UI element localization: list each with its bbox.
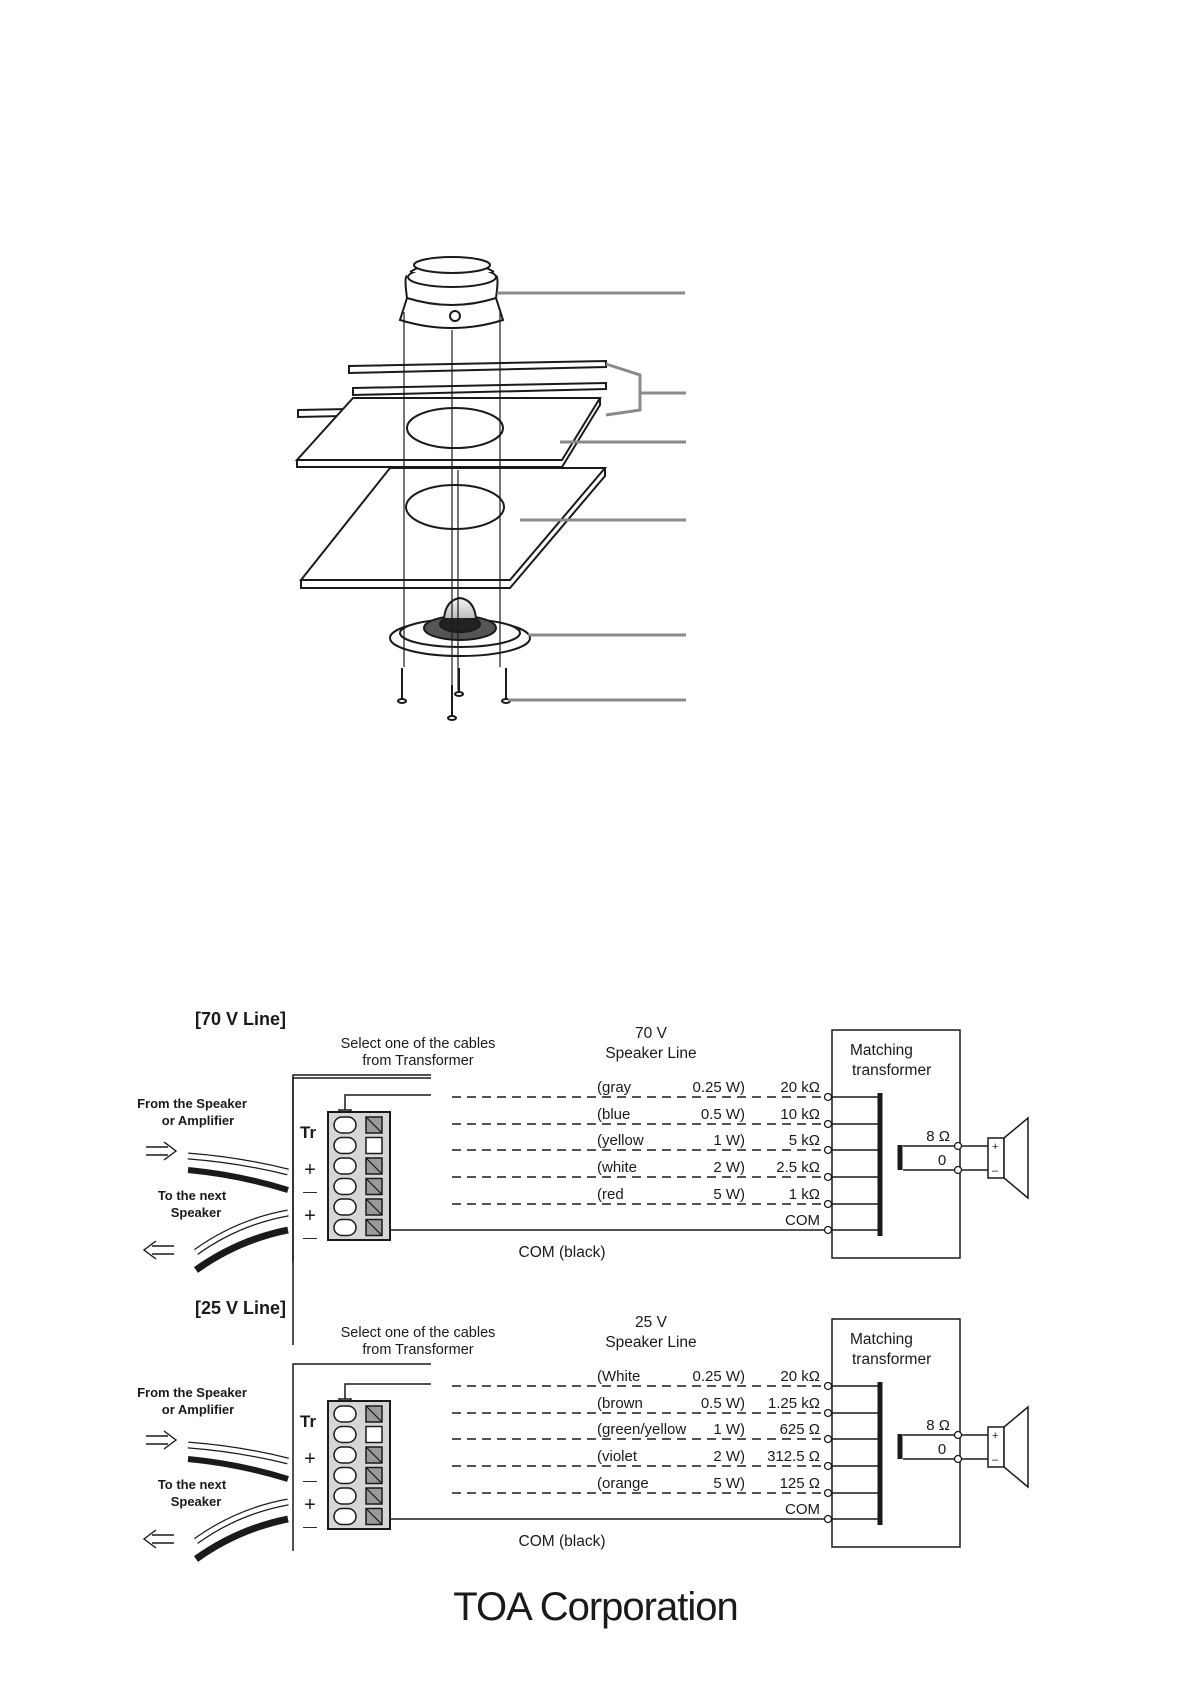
line70-tap-impedance: 1 kΩ [788, 1186, 820, 1203]
line70-tap-node [825, 1174, 832, 1181]
line70-tap-node [825, 1147, 832, 1154]
line70-tap-node [825, 1094, 832, 1101]
line25-select-note-2: from Transformer [362, 1342, 474, 1358]
line25-tap-impedance: 1.25 kΩ [767, 1395, 820, 1412]
line25-tap-impedance: 625 Ω [779, 1421, 820, 1438]
line25-select-note-1: Select one of the cables [340, 1325, 496, 1341]
line70-to-label-2: Speaker [170, 1205, 222, 1220]
line25-minus-2: — [303, 1518, 317, 1534]
line70-from-label-1: From the Speaker [137, 1096, 247, 1111]
line25-to-label-1: To the next [157, 1477, 227, 1492]
line70-tap-impedance: 2.5 kΩ [776, 1159, 820, 1176]
line25-cable-out-black [196, 1519, 288, 1559]
line70-cable-in-black [188, 1170, 288, 1190]
line25-terminal-socket [334, 1406, 356, 1422]
line70-tap-watt: 0.25 W) [692, 1079, 745, 1096]
line25-tr-label: Tr [300, 1412, 317, 1431]
line70-tap-watt: 0.5 W) [700, 1106, 745, 1123]
line25-tap-node [825, 1436, 832, 1443]
line25-plus-2: + [304, 1494, 316, 1516]
line25-tap-impedance: 20 kΩ [780, 1368, 820, 1385]
line25-speaker-minus: – [992, 1454, 999, 1466]
line70-arrow-in [146, 1142, 176, 1160]
line70-plus-2: + [304, 1205, 316, 1227]
line70-minus-2: — [303, 1229, 317, 1245]
line25-com-node [825, 1516, 832, 1523]
line70-com-node [825, 1227, 832, 1234]
line70-tr-label: Tr [300, 1123, 317, 1142]
line70-terminal-socket [334, 1138, 356, 1154]
line25-out-hi-node [955, 1432, 962, 1439]
line25-from-label-1: From the Speaker [137, 1385, 247, 1400]
line25-transformer-label-2: transformer [852, 1351, 932, 1368]
line25-title: [25 V Line] [195, 1298, 287, 1318]
line25-arrow-in [146, 1431, 176, 1449]
line70-out-lo: 0 [937, 1152, 947, 1169]
line25-com-tap: COM [785, 1501, 820, 1518]
line70-cable-out-black [196, 1230, 288, 1270]
line25-to-label-2: Speaker [170, 1494, 222, 1509]
line25-terminal-socket [334, 1509, 356, 1525]
line25-terminal-socket [334, 1447, 356, 1463]
line25-out-lo: 0 [937, 1441, 947, 1458]
line70-tap-impedance: 10 kΩ [780, 1106, 820, 1123]
line70-tap-color: (red [597, 1186, 624, 1203]
line25-tap-impedance: 312.5 Ω [767, 1448, 820, 1465]
line25-plus-1: + [304, 1448, 316, 1470]
line70-terminal-socket [334, 1220, 356, 1236]
line70-tap-impedance: 5 kΩ [788, 1132, 820, 1149]
company-name: TOA Corporation [453, 1585, 738, 1629]
line25-tap-node [825, 1490, 832, 1497]
line25-tap-color: (green/yellow [597, 1421, 687, 1438]
line70-tap-node [825, 1121, 832, 1128]
line25-tap-color: (White [597, 1368, 641, 1385]
line70-minus-1: — [303, 1183, 317, 1199]
line25-minus-1: — [303, 1472, 317, 1488]
line70-terminal-socket [334, 1179, 356, 1195]
line25-tap-color: (brown [597, 1395, 643, 1412]
line25-tap-color: (orange [597, 1475, 649, 1492]
line70-terminal-socket [334, 1199, 356, 1215]
line25-transformer-label-1: Matching [850, 1331, 913, 1348]
line25-tap-watt: 2 W) [713, 1448, 745, 1465]
line70-line-title-2: Speaker Line [605, 1045, 697, 1062]
line70-speaker-cone [1004, 1118, 1028, 1198]
line70-terminal-socket [334, 1117, 356, 1133]
line25-group [137, 1298, 1028, 1559]
line25-line-title-2: Speaker Line [605, 1334, 697, 1351]
line70-transformer-label-2: transformer [852, 1062, 932, 1079]
line25-terminal-socket [334, 1427, 356, 1443]
line25-terminal-lever [366, 1427, 382, 1443]
line25-line-title-1: 25 V [635, 1314, 667, 1331]
line70-select-note-2: from Transformer [362, 1053, 474, 1069]
line25-out-hi: 8 Ω [926, 1417, 950, 1434]
line70-to-label-1: To the next [157, 1188, 227, 1203]
line25-speaker-plus: + [992, 1430, 999, 1442]
line70-tap-color: (blue [597, 1106, 631, 1123]
line70-from-label-2: or Amplifier [161, 1113, 235, 1128]
line25-tap-watt: 0.25 W) [692, 1368, 745, 1385]
line70-tap-node [825, 1201, 832, 1208]
line25-tap-node [825, 1463, 832, 1470]
line70-out-hi: 8 Ω [926, 1128, 950, 1145]
line25-tap-impedance: 125 Ω [779, 1475, 820, 1492]
line25-tap-watt: 1 W) [713, 1421, 745, 1438]
line70-com-tap: COM [785, 1212, 820, 1229]
line25-tap-watt: 0.5 W) [700, 1395, 745, 1412]
line70-tap-color: (gray [597, 1079, 632, 1096]
line70-tap-impedance: 20 kΩ [780, 1079, 820, 1096]
line70-terminal-lever [366, 1138, 382, 1154]
line25-tap-node [825, 1410, 832, 1417]
line70-plus-1: + [304, 1159, 316, 1181]
line70-speaker-plus: + [992, 1141, 999, 1153]
line70-tap-color: (yellow [597, 1132, 644, 1149]
line25-tap-node [825, 1383, 832, 1390]
line70-tap-watt: 5 W) [713, 1186, 745, 1203]
line25-speaker-cone [1004, 1407, 1028, 1487]
line70-group [137, 1009, 1028, 1270]
line25-arrow-out [144, 1530, 174, 1548]
line70-arrow-out [144, 1241, 174, 1259]
line70-out-lo-node [955, 1167, 962, 1174]
line25-out-lo-node [955, 1456, 962, 1463]
line25-com-cable-label: COM (black) [518, 1533, 606, 1550]
line25-terminal-socket [334, 1468, 356, 1484]
line70-line-title-1: 70 V [635, 1025, 667, 1042]
line70-tap-watt: 2 W) [713, 1159, 745, 1176]
line70-com-cable-label: COM (black) [518, 1244, 606, 1261]
line70-speaker-minus: – [992, 1165, 999, 1177]
line70-terminal-socket [334, 1158, 356, 1174]
line70-title: [70 V Line] [195, 1009, 287, 1029]
line25-tap-color: (violet [597, 1448, 638, 1465]
line25-terminal-socket [334, 1488, 356, 1504]
line70-out-hi-node [955, 1143, 962, 1150]
line25-cable-in-black [188, 1459, 288, 1479]
line70-transformer-label-1: Matching [850, 1042, 913, 1059]
line70-select-note-1: Select one of the cables [340, 1036, 496, 1052]
line70-tap-color: (white [597, 1159, 638, 1176]
line70-tap-watt: 1 W) [713, 1132, 745, 1149]
line25-tap-watt: 5 W) [713, 1475, 745, 1492]
line25-from-label-2: or Amplifier [161, 1402, 235, 1417]
